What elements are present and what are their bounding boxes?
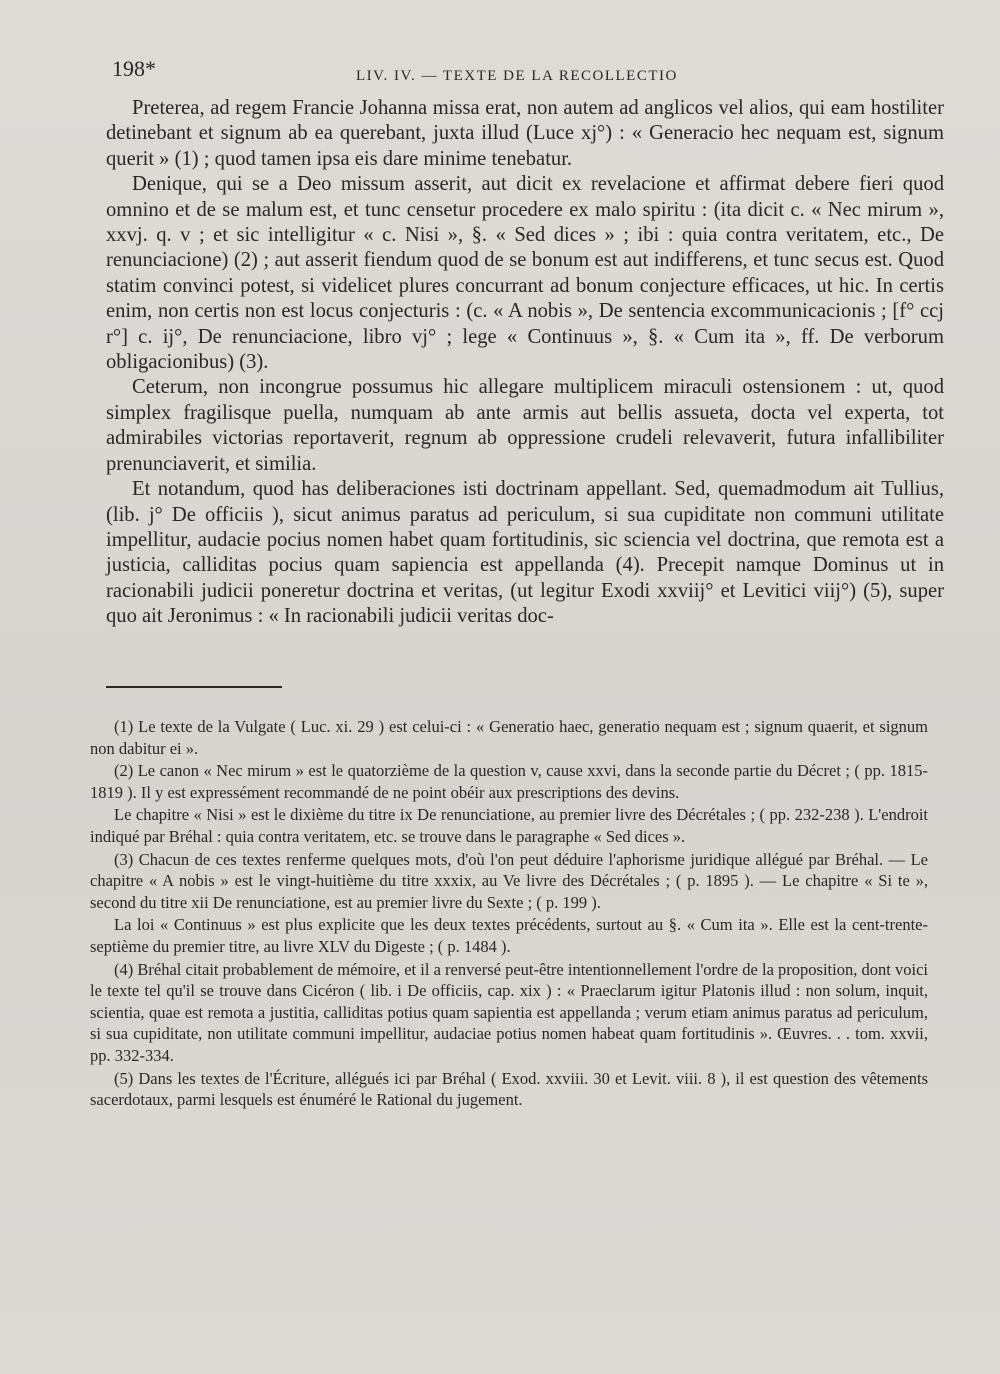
paragraph: Ceterum, non incongrue possumus hic allegare multiplicem miraculi ostensionem : ut, quod simplex fragilisque puella, numquam ab ante armis aut bellis assueta, docta vel experta, tot admirabiles victorias reportaverit, regnum ab oppressione crudeli relevaverit, futura infallibiliter prenunciaverit, et similia.	[106, 376, 944, 475]
footnote: (5) Dans les textes de l'Écriture, allégués ici par Bréhal ( Exod. xxviii. 30 et Levit. viii. 8 ), il est question des vêtements sacerdotaux, parmi lesquels est énuméré le Rational du jugement.	[90, 1068, 928, 1110]
page-header	[112, 52, 912, 92]
footnotes	[90, 716, 928, 1112]
footnote-divider	[106, 686, 282, 688]
footnote: (2) Le canon « Nec mirum » est le quatorzième de la question v, cause xxvi, dans la seconde partie du Décret ; ( pp. 1815-1819 ). Il y est expressément recommandé de ne point obéir aux prescriptions des devins.	[90, 761, 928, 802]
paragraph: Preterea, ad regem Francie Johanna missa erat, non autem ad anglicos vel alios, qui eam hostiliter detinebant et signum ab ea querebant, juxta illud (Luce xj°) : « Generacio hec nequam est, signum querit » (1) ; quod tamen ipsa eis dare minime tenebatur.	[106, 97, 944, 170]
running-head: LIV. IV. — TEXTE DE LA RECOLLECTIO	[356, 68, 678, 84]
footnote: La loi « Continuus » est plus explicite que les deux textes précédents, surtout au §. « Cum ita ». Elle est la cent-trente-septième du premier titre, au livre XLV du Digeste ; ( p. 1484 ).	[90, 915, 928, 956]
footnote: (1) Le texte de la Vulgate ( Luc. xi. 29 ) est celui-ci : « Generatio haec, generatio nequam est ; signum quaerit, et signum non dabitur ei ».	[90, 717, 928, 758]
paragraph: Et notandum, quod has deliberaciones isti doctrinam appellant. Sed, quemadmodum ait Tullius, (lib. j° De officiis ), sicut animus paratus ad periculum, si sua cupiditate non communi utilitate impellitur, audacie pocius nomen habet quam fortitudinis, sic sciencia vel doctrina, que remota est a justicia, calliditas pocius quam sapiencia est appellanda (4). Precepit namque Dominus ut in racionabili judicii poneretur doctrina et veritas, (ut legitur Exodi xxviij° et Levitici viij°) (5), super quo ait Jeronimus : « In racionabili judicii veritas doc-	[106, 478, 944, 628]
page-number: 198*	[112, 56, 156, 81]
paragraph: Denique, qui se a Deo missum asserit, aut dicit ex revelacione et affirmat debere fieri quod omnino et de se malum est, et tunc censetur procedere ex malo spiritu : (ita dicit c. « Nec mirum », xxvj. q. v ; et sic intelligitur « c. Nisi », §. « Sed dices » ; ibi : quia contra veritatem, etc., De renunciacione) (2) ; aut asserit fiendum quod de se bonum est aut indifferens, et tunc secus est. Quod statim convinci potest, si videlicet plures concurrant ad bonum conjecture efficaces, ut hic. In certis enim, non certis non est locus conjecturis : (c. « A nobis », De sentencia excommunicacionis ; [f° ccj r°] c. ij°, De renunciacione, libro vj° ; lege « Continuus », §. « Cum ita », ff. De verborum obligacionibus) (3).	[106, 173, 944, 374]
footnote: (4) Bréhal citait probablement de mémoire, et il a renversé peut-être intentionnellement l'ordre de la proposition, dont voici le texte tel qu'il se trouve dans Cicéron ( lib. i De officiis, cap. xix ) : « Praeclarum igitur Platonis illud : non solum, inquit, scientia, quae est remota a justitia, calliditas potius quam sapientia est appellanda ; verum etiam animus paratus ad periculum, si sua cupiditate, non utilitate communi impellitur, audaciae potius nomen habeat quam fortitudinis ». Œuvres. . . tom. xxvii, pp. 332-334.	[90, 959, 928, 1065]
footnote: Le chapitre « Nisi » est le dixième du titre ix De renunciatione, au premier livre des Décrétales ; ( pp. 232-238 ). L'endroit indiqué par Bréhal : quia contra veritatem, etc. se trouve dans le paragraphe « Sed dices ».	[90, 805, 928, 846]
main-text	[106, 96, 944, 630]
footnote: (3) Chacun de ces textes renferme quelques mots, d'où l'on peut déduire l'aphorisme juridique allégué par Bréhal. — Le chapitre « A nobis » est le vingt-huitième du titre xxxix, au Ve livre des Décrétales ; ( p. 1895 ). — Le chapitre « Si te », second du titre xii De renunciatione, est au premier livre du Sexte ; ( p. 199 ).	[90, 849, 928, 912]
